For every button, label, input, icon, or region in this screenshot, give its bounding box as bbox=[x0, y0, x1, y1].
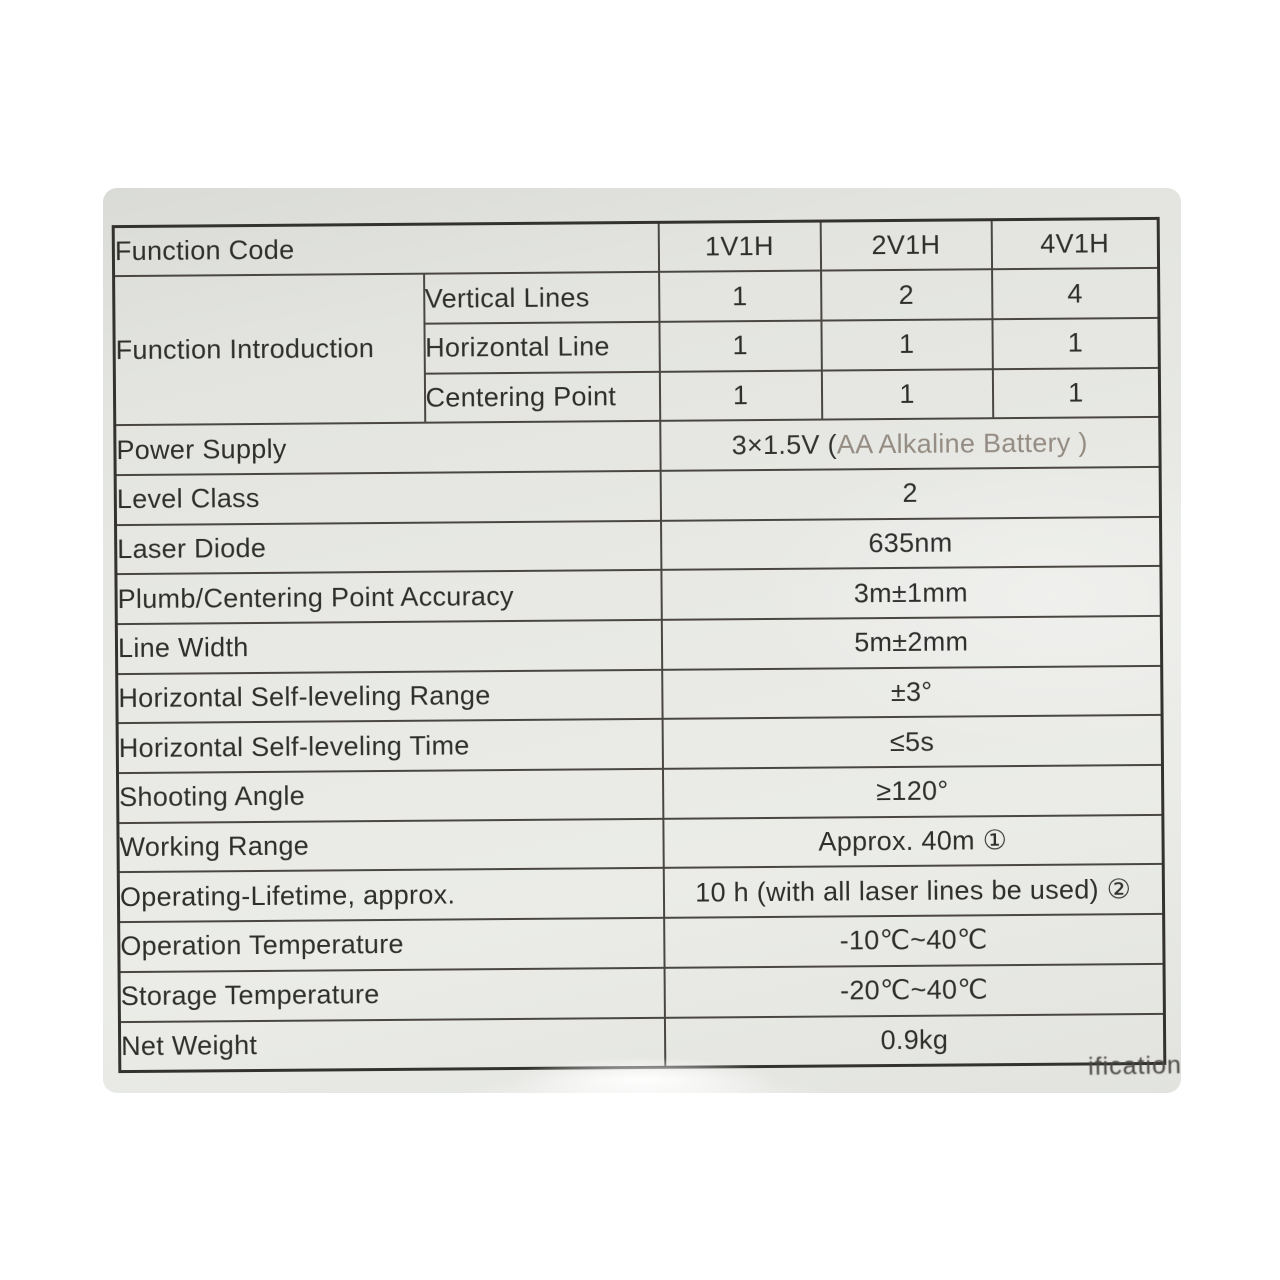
vertical-lines-label: Vertical Lines bbox=[424, 272, 659, 324]
spec-row-line-width bbox=[116, 616, 1161, 674]
net-weight-value: 0.9kg bbox=[664, 1013, 1164, 1067]
plumb-accuracy-label: Plumb/Centering Point Accuracy bbox=[116, 570, 661, 624]
storage-temperature-label: Storage Temperature bbox=[119, 968, 664, 1022]
spec-row-self-leveling-range bbox=[117, 666, 1162, 724]
cutoff-text-fragment bbox=[1087, 1051, 1183, 1081]
spec-row-laser-diode bbox=[116, 517, 1161, 575]
spec-row-power-supply bbox=[115, 417, 1160, 475]
vertical-lines-1v1h: 1 bbox=[659, 271, 821, 322]
centering-point-4v1h: 1 bbox=[992, 367, 1159, 418]
shooting-angle-label: Shooting Angle bbox=[117, 769, 662, 823]
laser-diode-value: 635nm bbox=[661, 517, 1161, 571]
glare-spot bbox=[508, 1057, 778, 1103]
self-leveling-time-value: ≤5s bbox=[662, 715, 1162, 769]
power-supply-label: Power Supply bbox=[115, 421, 660, 475]
power-supply-value-dark: 3×1.5V ( bbox=[731, 429, 837, 460]
header-row bbox=[113, 218, 1158, 276]
horizontal-line-label: Horizontal Line bbox=[424, 322, 659, 374]
self-leveling-range-label: Horizontal Self-leveling Range bbox=[117, 670, 662, 724]
level-class-label: Level Class bbox=[115, 471, 660, 525]
centering-point-label: Centering Point bbox=[424, 371, 659, 423]
spec-row-shooting-angle bbox=[117, 765, 1162, 823]
spec-table bbox=[112, 217, 1167, 1073]
level-class-value: 2 bbox=[660, 467, 1160, 521]
vertical-lines-4v1h: 4 bbox=[992, 268, 1159, 319]
spec-row-working-range bbox=[118, 815, 1163, 873]
plumb-accuracy-value: 3m±1mm bbox=[661, 566, 1161, 620]
operation-temperature-value: -10℃~40℃ bbox=[664, 914, 1164, 968]
power-supply-value-faded: AA Alkaline Battery ) bbox=[836, 427, 1088, 460]
laser-diode-label: Laser Diode bbox=[116, 520, 661, 574]
net-weight-label: Net Weight bbox=[119, 1017, 664, 1071]
operating-lifetime-value: 10 h (with all laser lines be used) ② bbox=[663, 864, 1163, 918]
code-1v1h: 1V1H bbox=[658, 221, 820, 272]
spec-row-plumb-accuracy bbox=[116, 566, 1161, 624]
spec-sheet-photo bbox=[103, 188, 1181, 1093]
cutoff-text: ification bbox=[1087, 1051, 1183, 1081]
function-code-label: Function Code bbox=[113, 222, 658, 276]
line-width-value: 5m±2mm bbox=[661, 616, 1161, 670]
horizontal-line-4v1h: 1 bbox=[992, 318, 1159, 369]
centering-point-2v1h: 1 bbox=[821, 369, 992, 420]
operating-lifetime-label: Operating-Lifetime, approx. bbox=[118, 868, 663, 922]
vertical-lines-2v1h: 2 bbox=[821, 269, 992, 320]
centering-point-1v1h: 1 bbox=[659, 370, 821, 421]
function-introduction-label: Function Introduction bbox=[114, 274, 425, 425]
code-2v1h: 2V1H bbox=[820, 220, 991, 271]
shooting-angle-value: ≥120° bbox=[662, 765, 1162, 819]
code-4v1h: 4V1H bbox=[991, 218, 1158, 269]
storage-temperature-value: -20℃~40℃ bbox=[664, 964, 1164, 1018]
spec-row-level-class bbox=[115, 467, 1160, 525]
spec-row-operating-lifetime bbox=[118, 864, 1163, 922]
operation-temperature-label: Operation Temperature bbox=[119, 918, 664, 972]
horizontal-line-1v1h: 1 bbox=[659, 320, 821, 371]
self-leveling-time-label: Horizontal Self-leveling Time bbox=[117, 719, 662, 773]
spec-row-operation-temperature bbox=[119, 914, 1164, 972]
line-width-label: Line Width bbox=[116, 620, 661, 674]
self-leveling-range-value: ±3° bbox=[662, 666, 1162, 720]
horizontal-line-2v1h: 1 bbox=[821, 319, 992, 370]
power-supply-value bbox=[660, 417, 1160, 471]
function-intro-row-vertical-lines bbox=[114, 268, 1159, 326]
spec-row-storage-temperature bbox=[119, 964, 1164, 1022]
working-range-value: Approx. 40m ① bbox=[663, 815, 1163, 869]
spec-row-self-leveling-time bbox=[117, 715, 1162, 773]
working-range-label: Working Range bbox=[118, 819, 663, 873]
